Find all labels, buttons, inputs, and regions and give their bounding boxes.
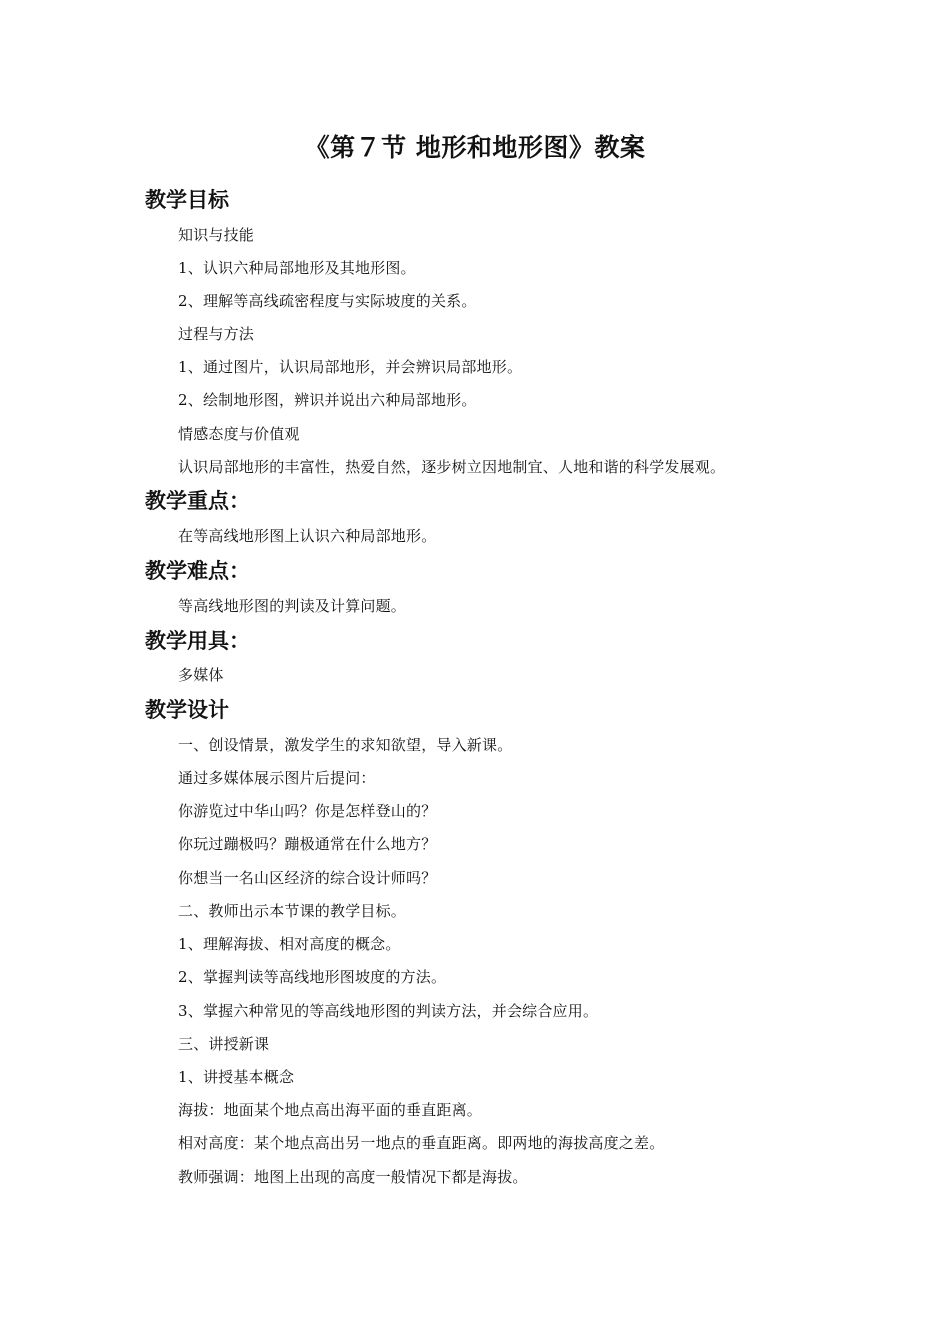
- objectives-line: 2、绘制地形图，辨识并说出六种局部地形。: [178, 391, 477, 409]
- design-line: 2、掌握判读等高线地形图坡度的方法。: [178, 968, 447, 986]
- design-line: 你想当一名山区经济的综合设计师吗？: [178, 869, 437, 887]
- difficulties-line: 等高线地形图的判读及计算问题。: [178, 597, 407, 615]
- design-line: 海拔：地面某个地点高出海平面的垂直距离。: [178, 1101, 483, 1119]
- design-line: 你游览过中华山吗？你是怎样登山的？: [178, 802, 437, 820]
- design-line: 一、创设情景，激发学生的求知欲望，导入新课。: [178, 736, 513, 754]
- document-title: 《第７节 地形和地形图》教案: [304, 133, 646, 162]
- design-line: 二、教师出示本节课的教学目标。: [178, 902, 407, 920]
- design-line: 3、掌握六种常见的等高线地形图的判读方法，并会综合应用。: [178, 1002, 599, 1020]
- objectives-line: 认识局部地形的丰富性，热爱自然，逐步树立因地制宜、人地和谐的科学发展观。: [178, 458, 726, 476]
- design-line: 1、理解海拔、相对高度的概念。: [178, 935, 401, 953]
- heading-design: 教学设计: [145, 698, 229, 722]
- key-points-line: 在等高线地形图上认识六种局部地形。: [178, 527, 437, 545]
- design-line: 教师强调：地图上出现的高度一般情况下都是海拔。: [178, 1168, 528, 1186]
- heading-tools: 教学用具：: [145, 629, 250, 653]
- tools-line: 多媒体: [178, 666, 224, 684]
- objectives-line: 知识与技能: [178, 226, 255, 244]
- objectives-line: 过程与方法: [178, 325, 255, 343]
- design-line: 1、讲授基本概念: [178, 1068, 295, 1086]
- heading-key-points: 教学重点：: [145, 489, 250, 513]
- design-line: 你玩过蹦极吗？蹦极通常在什么地方？: [178, 835, 437, 853]
- objectives-line: 情感态度与价值观: [178, 425, 300, 443]
- heading-difficulties: 教学难点：: [145, 559, 250, 583]
- design-line: 三、讲授新课: [178, 1035, 270, 1053]
- design-line: 相对高度：某个地点高出另一地点的垂直距离。即两地的海拔高度之差。: [178, 1134, 665, 1152]
- objectives-line: 2、理解等高线疏密程度与实际坡度的关系。: [178, 292, 477, 310]
- heading-objectives: 教学目标: [145, 188, 229, 212]
- objectives-line: 1、通过图片，认识局部地形，并会辨识局部地形。: [178, 358, 523, 376]
- design-line: 通过多媒体展示图片后提问：: [178, 769, 376, 787]
- objectives-line: 1、认识六种局部地形及其地形图。: [178, 259, 416, 277]
